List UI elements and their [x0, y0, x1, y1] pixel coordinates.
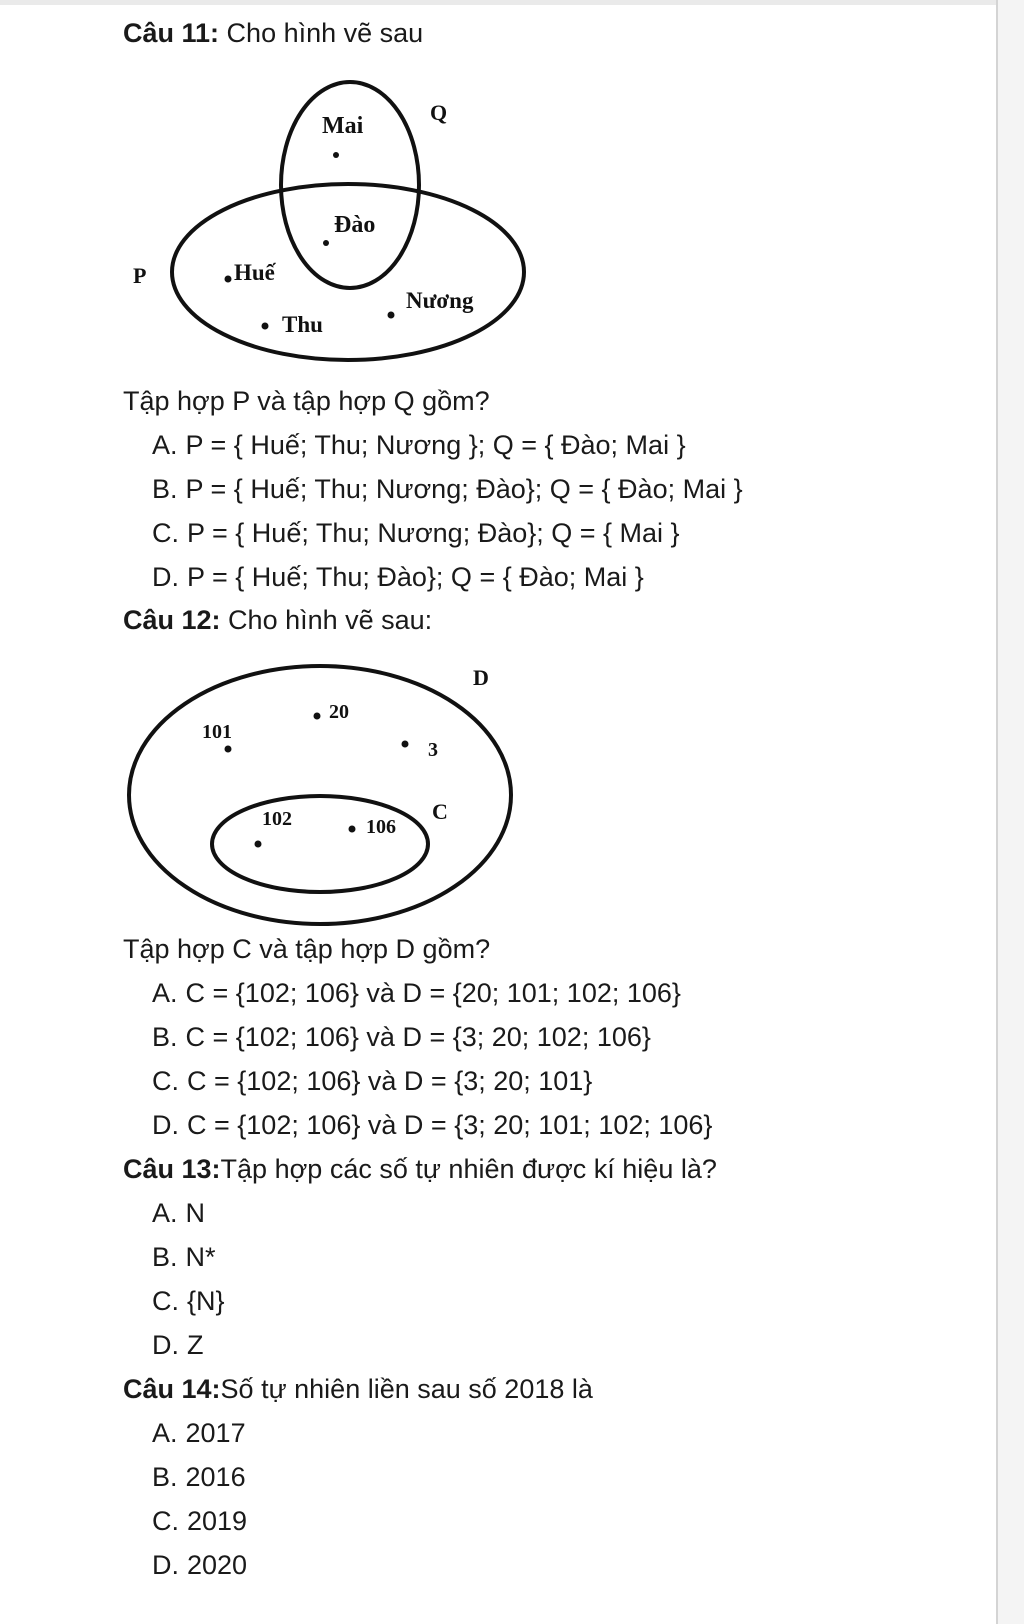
set-c-ellipse — [212, 796, 428, 892]
element-20: 20 — [329, 701, 349, 723]
element-thu-dot — [262, 323, 269, 330]
question-13-heading — [123, 1154, 717, 1185]
question-14-heading — [123, 1374, 593, 1405]
option-text: Z — [187, 1330, 204, 1360]
set-c-label: C — [432, 799, 448, 824]
set-q-label: Q — [430, 100, 448, 125]
element-106: 106 — [366, 816, 396, 838]
question-14-option-b[interactable] — [152, 1462, 246, 1493]
question-14-label: Câu 14: — [123, 1374, 221, 1404]
venn-diagram-p-q-svg — [120, 55, 540, 375]
question-11-prompt: Tập hợp P và tập hợp Q gồm? — [123, 386, 490, 416]
option-text: C = {102; 106} và D = {3; 20; 101} — [187, 1066, 593, 1096]
element-102: 102 — [262, 808, 292, 830]
option-text: N — [185, 1198, 206, 1228]
option-text: 2017 — [185, 1418, 246, 1448]
question-13-label: Câu 13: — [123, 1154, 221, 1184]
option-letter: A. — [152, 1418, 178, 1448]
element-101-dot — [225, 746, 232, 753]
option-letter: B. — [152, 474, 178, 504]
question-11-label: Câu 11: — [123, 18, 220, 48]
page-right-edge — [996, 0, 1024, 1624]
element-dao-dot — [323, 240, 329, 246]
question-12-heading — [123, 605, 432, 636]
option-letter: A. — [152, 978, 178, 1008]
set-p-ellipse — [172, 184, 524, 360]
question-13-option-c[interactable] — [152, 1286, 225, 1317]
element-nuong: Nương — [406, 288, 474, 313]
option-letter: C. — [152, 1066, 179, 1096]
question-13-option-d[interactable] — [152, 1330, 204, 1361]
question-12-option-d[interactable] — [152, 1110, 712, 1141]
option-text: C = {102; 106} và D = {20; 101; 102; 106} — [185, 978, 681, 1008]
option-letter: D. — [152, 1110, 179, 1140]
question-14-option-d[interactable] — [152, 1550, 247, 1581]
question-13-option-a[interactable] — [152, 1198, 205, 1229]
set-p-label: P — [133, 263, 147, 288]
option-text: C = {102; 106} và D = {3; 20; 101; 102; 106} — [187, 1110, 713, 1140]
option-text: P = { Huế; Thu; Đào}; Q = { Đào; Mai } — [187, 562, 644, 592]
question-14-text: Số tự nhiên liền sau số 2018 là — [220, 1374, 593, 1404]
question-11-heading — [123, 18, 423, 49]
question-11-option-a[interactable] — [152, 430, 686, 461]
question-13-text: Tập hợp các số tự nhiên được kí hiệu là? — [220, 1154, 717, 1184]
option-letter: A. — [152, 1198, 178, 1228]
option-letter: A. — [152, 430, 178, 460]
option-text: P = { Huế; Thu; Nương }; Q = { Đào; Mai } — [185, 430, 686, 460]
question-13-option-b[interactable] — [152, 1242, 216, 1273]
question-12-option-b[interactable] — [152, 1022, 651, 1053]
option-letter: D. — [152, 1550, 179, 1580]
venn-diagram-p-q — [120, 55, 540, 380]
question-12-text: Cho hình vẽ sau: — [220, 605, 433, 635]
option-letter: D. — [152, 562, 179, 592]
option-text: P = { Huế; Thu; Nương; Đào}; Q = { Mai } — [187, 518, 680, 548]
question-11-text: Cho hình vẽ sau — [219, 18, 424, 48]
page-top-edge — [0, 0, 1024, 5]
element-3-dot — [402, 741, 409, 748]
venn-diagram-c-d — [120, 660, 540, 945]
option-text: P = { Huế; Thu; Nương; Đào}; Q = { Đào; Mai } — [185, 474, 743, 504]
element-101: 101 — [202, 721, 232, 743]
question-11-option-d[interactable] — [152, 562, 644, 593]
element-3: 3 — [428, 739, 438, 761]
element-thu: Thu — [282, 312, 323, 337]
question-12-option-a[interactable] — [152, 978, 681, 1009]
element-mai: Mai — [322, 113, 364, 139]
question-12-label: Câu 12: — [123, 605, 221, 635]
question-14-option-a[interactable] — [152, 1418, 246, 1449]
option-letter: D. — [152, 1330, 179, 1360]
element-mai-dot — [333, 152, 339, 158]
option-text: C = {102; 106} và D = {3; 20; 102; 106} — [185, 1022, 651, 1052]
option-text: 2020 — [187, 1550, 248, 1580]
option-text: 2019 — [187, 1506, 248, 1536]
option-letter: C. — [152, 518, 179, 548]
set-d-label: D — [473, 665, 489, 690]
option-text: 2016 — [185, 1462, 246, 1492]
element-nuong-dot — [388, 312, 395, 319]
option-text: {N} — [187, 1286, 225, 1316]
element-102-dot — [255, 841, 262, 848]
question-11-option-b[interactable] — [152, 474, 743, 505]
element-dao: Đào — [334, 212, 376, 238]
question-11-option-c[interactable] — [152, 518, 680, 549]
option-letter: C. — [152, 1506, 179, 1536]
question-12-option-c[interactable] — [152, 1066, 592, 1097]
option-text: N* — [185, 1242, 216, 1272]
option-letter: B. — [152, 1242, 178, 1272]
question-12-prompt: Tập hợp C và tập hợp D gồm? — [123, 934, 491, 964]
option-letter: C. — [152, 1286, 179, 1316]
option-letter: B. — [152, 1462, 178, 1492]
element-106-dot — [349, 826, 356, 833]
element-hue: Huế — [234, 260, 275, 285]
option-letter: B. — [152, 1022, 178, 1052]
venn-diagram-c-d-svg — [120, 660, 540, 940]
element-20-dot — [314, 713, 321, 720]
question-14-option-c[interactable] — [152, 1506, 247, 1537]
element-hue-dot — [225, 276, 232, 283]
